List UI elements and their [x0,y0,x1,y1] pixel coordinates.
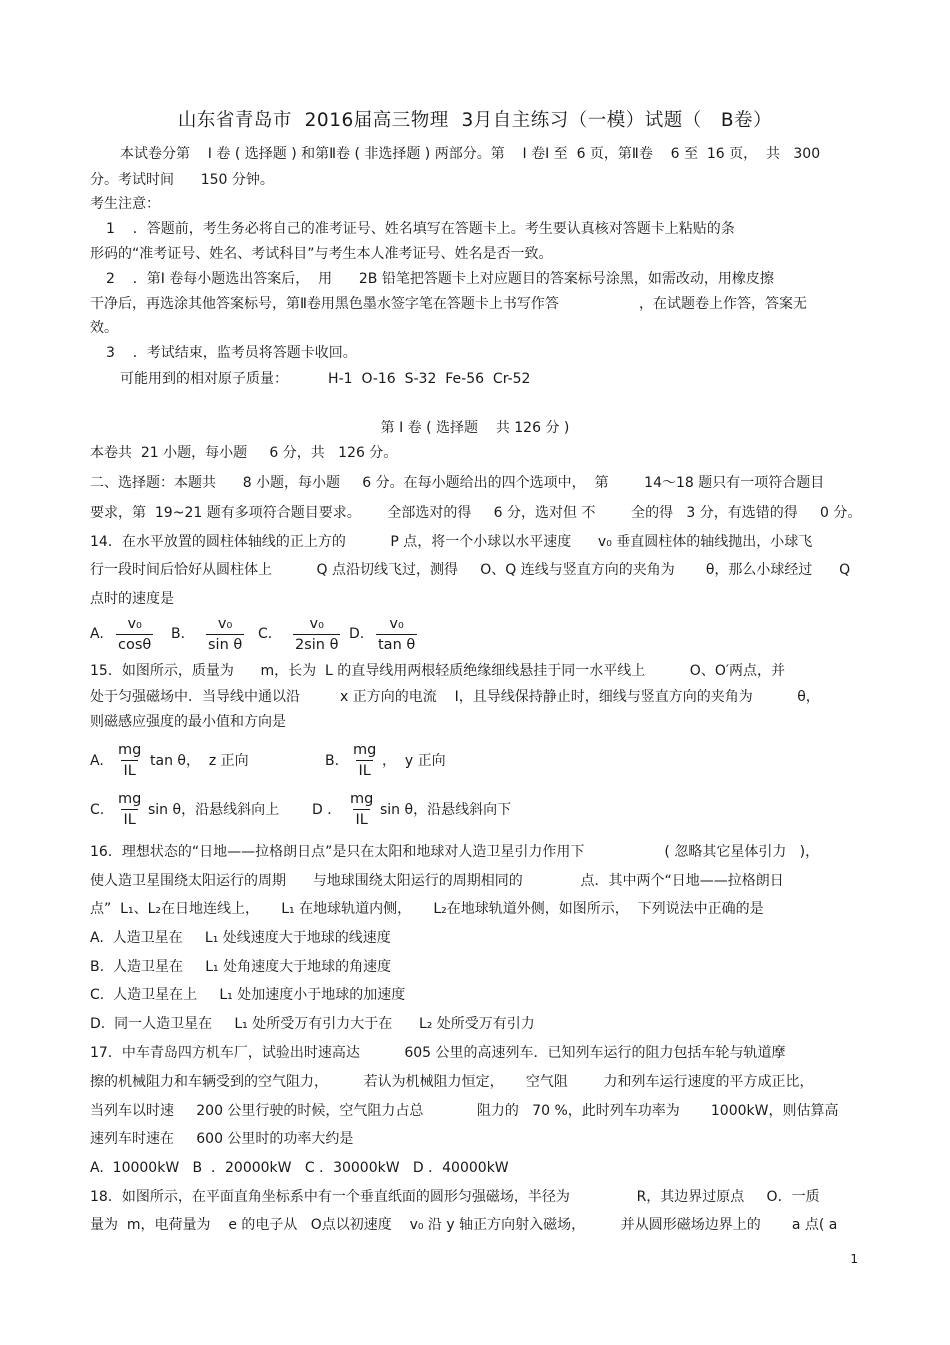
notice-item: 效。 [90,320,118,336]
option-text: tan θ， z 正向 [150,753,249,769]
question-14-text: 行一段时间后恰好从圆柱体上 Q 点沿切线飞过，测得 O、Q 连线与竖直方向的夹角为 θ，那么小球经过 Q [90,562,851,578]
question-16-option: A. 人造卫星在 L₁ 处线速度大于地球的线速度 [90,930,391,946]
fraction-denominator: IL [356,760,372,781]
intro-line: 本试卷分第 Ⅰ 卷 ( 选择题 ) 和第Ⅱ卷 ( 非选择题 ) 两部分。第 Ⅰ 卷Ⅰ 至 6 页，第Ⅱ卷 6 至 16 页， 共 300 [120,146,821,162]
question-18-text: 量为 m，电荷量为 e 的电子从 O点以初速度 v₀ 沿 y 轴正方向射入磁场， 并从圆形磁场边界上的 a 点( a [90,1217,838,1233]
option-fraction [116,789,143,830]
question-17-options: A. 10000kW B ．20000kW C ．30000kW D ．40000kW [90,1160,509,1176]
fraction-denominator: IL [121,760,137,781]
question-17-text: 速列车时速在 600 公里时的功率大约是 [90,1131,354,1147]
question-14-text: 14．在水平放置的圆柱体轴线的正上方的 P 点，将一个小球以水平速度 v₀ 垂直圆柱体的轴线抛出，小球飞 [90,534,813,550]
question-16-text: 使人造卫星围绕太阳运行的周期 与地球围绕太阳运行的周期相同的 点．其中两个“日地——拉格朗日 [90,873,784,889]
option-text: ， y 正向 [382,753,446,769]
question-17-text: 擦的机械阻力和车辆受到的空气阻力， 若认为机械阻力恒定， 空气阻 力和列车运行速度的平方成正比， [90,1074,814,1090]
fraction-numerator: v₀ [389,616,404,632]
question-16-option: B. 人造卫星在 L₁ 处角速度大于地球的角速度 [90,959,392,975]
fraction-denominator: tan θ [376,634,417,655]
fraction-denominator: sin θ [206,634,244,655]
section-instruction: 要求，第 19~21 题有多项符合题目要求。 全部选对的得 6 分，选对但 不 全的得 3 分，有选错的得 0 分。 [90,505,862,521]
question-15-text: 则磁感应强度的最小值和方向是 [90,714,286,730]
option-text: sin θ，沿悬线斜向下 [380,802,512,818]
option-label: D. [349,626,365,642]
notice-item: 1 ．答题前，考生务必将自己的准考证号、姓名填写在答题卡上。考生要认真核对答题卡上粘贴的条 [106,221,735,237]
option-label: C. [90,802,105,818]
notice-item: 干净后，再选涂其他答案标号，第Ⅱ卷用黑色墨水签字笔在答题卡上书写作答 ，在试题卷上作答，答案无 [90,296,807,312]
option-text: sin θ，沿悬线斜向上 [148,802,280,818]
notice-item: 2 ．第Ⅰ 卷每小题选出答案后， 用 2B 铅笔把答题卡上对应题目的答案标号涂黑，如需改动，用橡皮擦 [106,271,774,287]
option-fraction [206,614,244,655]
fraction-denominator: IL [353,809,369,830]
option-fraction [348,789,375,830]
question-16-text: 16．理想状态的“日地——拉格朗日点”是只在太阳和地球对人造卫星引力作用下 ( 忽略其它星体引力 )， [90,844,820,860]
question-16-text: 点” L₁、L₂在日地连线上， L₁ 在地球轨道内侧， L₂在地球轨道外侧，如图所示， 下列说法中正确的是 [90,901,764,917]
question-15-text: 15．如图所示，质量为 m，长为 L 的直导线用两根轻质绝缘细线悬挂于同一水平线上 O、O′两点，并 [90,663,786,679]
fraction-denominator: IL [121,809,137,830]
page-title: 山东省青岛市 2016届高三物理 3月自主练习（一模）试题（ B卷） [177,110,773,131]
section-instruction: 二、选择题：本题共 8 小题，每小题 6 分。在每小题给出的四个选项中， 第 14～18 题只有一项符合题目 [90,475,825,491]
notice-heading: 考生注意： [90,196,160,212]
fraction-numerator: v₀ [309,616,324,632]
question-15-text: 处于匀强磁场中．当导线中通以沿 x 正方向的电流 I，且导线保持静止时，细线与竖直方向的夹角为 θ， [90,689,820,705]
option-label: C． [258,626,282,642]
fraction-denominator: cosθ [116,634,153,655]
option-fraction [351,740,378,781]
question-16-option: C. 人造卫星在上 L₁ 处加速度小于地球的加速度 [90,987,406,1003]
question-16-option: D. 同一人造卫星在 L₁ 处所受万有引力大于在 L₂ 处所受万有引力 [90,1016,535,1032]
fraction-numerator: mg [353,742,377,758]
fraction-numerator: v₀ [217,616,233,632]
fraction-numerator: mg [118,742,142,758]
notice-item: 3 ．考试结束，监考员将答题卡收回。 [106,345,357,361]
question-14-text: 点时的速度是 [90,591,174,607]
intro-line: 分。考试时间 150 分钟。 [90,172,274,188]
question-17-text: 17．中车青岛四方机车厂，试验出时速高达 605 公里的高速列车．已知列车运行的阻力包括车轮与轨道摩 [90,1045,786,1061]
section-heading: 第 Ⅰ 卷 ( 选择题 共 126 分 ) [380,420,570,436]
option-fraction [376,614,417,655]
section-summary: 本卷共 21 小题，每小题 6 分，共 126 分。 [90,445,398,461]
fraction-denominator: 2sin θ [293,634,340,655]
option-label: D ． [312,802,342,818]
option-label: A. [90,626,104,642]
option-fraction [116,740,143,781]
fraction-numerator: v₀ [127,616,142,632]
fraction-numerator: mg [118,791,142,807]
fraction-numerator: mg [350,791,374,807]
option-fraction [293,614,340,655]
atomic-mass-line: 可能用到的相对原子质量： H-1 O-16 S-32 Fe-56 Cr-52 [120,371,531,387]
option-label: B. [325,753,340,769]
option-label: A. [90,753,104,769]
page-number: 1 [850,1252,858,1266]
question-17-text: 当列车以时速 200 公里行驶的时候，空气阻力占总 阻力的 70 %，此时列车功率为 1000kW，则估算高 [90,1103,839,1119]
option-fraction [116,614,153,655]
question-18-text: 18．如图所示，在平面直角坐标系中有一个垂直纸面的圆形匀强磁场，半径为 R，其边界过原点 O．一质 [90,1189,820,1205]
option-label: B． [171,626,195,642]
notice-item: 形码的“准考证号、姓名、考试科目”与考生本人准考证号、姓名是否一致。 [90,246,553,262]
